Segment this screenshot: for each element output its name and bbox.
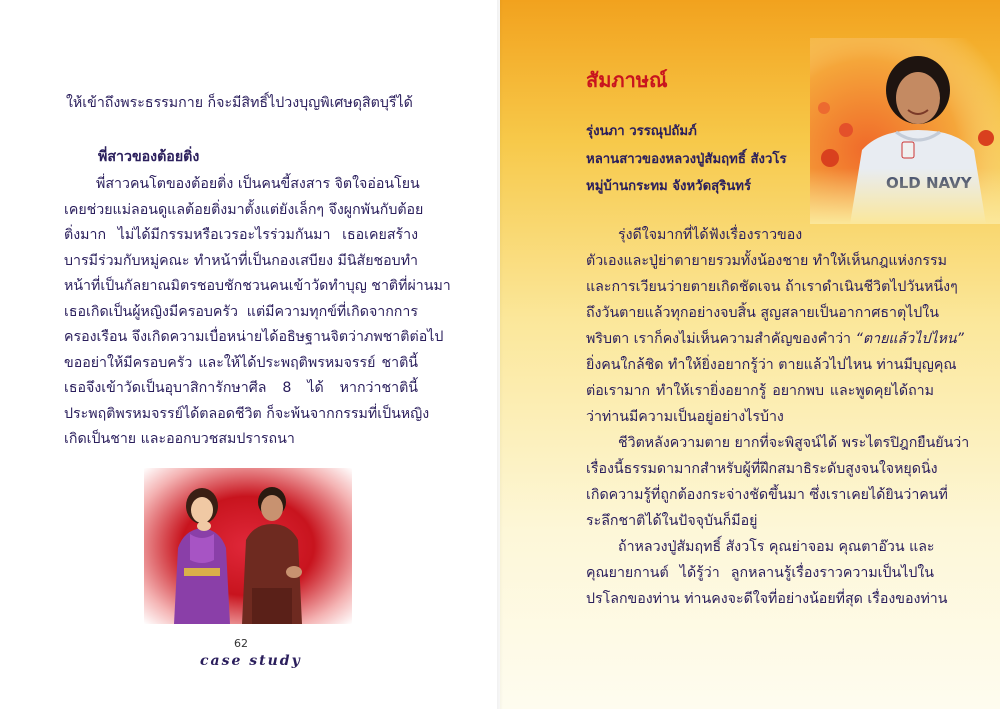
- left-body-line: หน้าที่เป็นกัลยาณมิตรชอบชักชวนคนเข้าวัดทำบุญ ชาติที่ผ่านมา: [64, 278, 451, 294]
- left-body-line: เคยช่วยแม่ลอนดูแลต้อยติ่งมาตั้งแต่ยังเล็กๆ จึงผูกพันกับต้อย: [64, 201, 424, 218]
- right-body-line: ปรโลกของท่าน ท่านคงจะดีใจที่อย่างน้อยที่สุด เรื่องของท่าน: [586, 591, 948, 607]
- right-body-line: เรื่องนี้ธรรมดามากสำหรับผู้ที่ฝึกสมาธิระดับสูงจนใจหยุดนิ่ง: [586, 461, 938, 477]
- interviewee-name: รุ่งนภา วรรณุปถัมภ์: [586, 124, 697, 139]
- section-subheading: พี่สาวของต้อยติ่ง: [98, 149, 200, 165]
- right-body-line: [586, 326, 964, 352]
- right-body-line: ถึงวันตายแล้วทุกอย่างจบสิ้น สูญสลายเป็นอากาศธาตุไปใน: [586, 305, 939, 321]
- girl-portrait-image: [810, 38, 1000, 224]
- right-body-line: รุ่งดีใจมากที่ได้ฟังเรื่องราวของ: [618, 227, 803, 243]
- interviewee-relation: หลานสาวของหลวงปู่สัมฤทธิ์ สังวโร: [586, 151, 787, 167]
- interviewee-location: หมู่บ้านกระทม จังหวัดสุรินทร์: [586, 179, 752, 194]
- left-body-line: ประพฤติพรหมจรรย์ได้ตลอดชีวิต ก็จะพ้นจากกรรมที่เป็นหญิง: [64, 405, 430, 422]
- left-first-line: ให้เข้าถึงพระธรรมกาย ก็จะมีสิทธิ์ไปวงบุญพิเศษดุสิตบุรีได้: [66, 95, 413, 111]
- right-body-line: ชีวิตหลังความตาย ยากที่จะพิสูจน์ได้ พระไตรปิฎกยืนยันว่า: [618, 435, 970, 451]
- left-body-line: เธอเกิดเป็นผู้หญิงมีครอบครัว แต่มีความทุกข์ที่เกิดจากการ: [64, 303, 418, 320]
- left-body-line: ครองเรือน จึงเกิดความเบื่อหน่ายได้อธิษฐานจิตว่าภพชาติต่อไป: [64, 329, 444, 345]
- right-body-line: ว่าท่านมีความเป็นอยู่อย่างไรบ้าง: [586, 409, 784, 425]
- right-body-line: คุณยายกานต์ ได้รู้ว่า ลูกหลานรู้เรื่องราวความเป็นไปใน: [586, 565, 934, 581]
- woman-and-man-illustration: [144, 468, 352, 624]
- story-illustration: [144, 468, 352, 624]
- page-number: 62: [234, 637, 248, 650]
- right-body-line: ระลึกชาติได้ในปัจจุบันก็มีอยู่: [586, 513, 758, 529]
- page-gutter: [497, 0, 503, 709]
- left-body-line: ขออย่าให้มีครอบครัว และให้ได้ประพฤติพรหมจรรย์ ชาตินี้: [64, 354, 418, 371]
- right-body-line-text: พริบตา เราก็คงไม่เห็นความสำคัญของคำว่า: [586, 331, 852, 347]
- right-body-line: ตัวเองและปู่ย่าตายายรวมทั้งน้องชาย ทำให้เห็นกฎแห่งกรรม: [586, 253, 947, 269]
- left-body-line: พี่สาวคนโตของต้อยติ่ง เป็นคนขี้สงสาร จิตใจอ่อนโยน: [96, 176, 420, 192]
- right-body-line: เกิดความรู้ที่ถูกต้องกระจ่างชัดขึ้นมา ซึ่งเราเคยได้ยินว่าคนที่: [586, 487, 948, 503]
- right-body-line: และการเวียนว่ายตายเกิดชัดเจน ถ้าเราดำเนินชีวิตไปวันหนึ่งๆ: [586, 279, 958, 295]
- interviewee-info: [586, 118, 787, 201]
- left-body-line: ติ่งมาก ไม่ได้มีกรรมหรือเวรอะไรร่วมกันมา เธอเคยสร้าง: [64, 227, 418, 243]
- right-body-line: ถ้าหลวงปู่สัมฤทธิ์ สังวโร คุณย่าจอม คุณตาอ๊วน และ: [618, 539, 935, 555]
- quoted-phrase: “ตายแล้วไปไหน”: [855, 331, 964, 347]
- right-body-text: [586, 222, 970, 612]
- left-body-text: [64, 172, 451, 453]
- left-body-line: บารมีร่วมกับหมู่คณะ ทำหน้าที่เป็นกองเสบียง มีนิสัยชอบทำ: [64, 252, 419, 269]
- left-body-line: เกิดเป็นชาย และออกบวชสมปรารถนา: [64, 431, 295, 447]
- footer-label: case study: [200, 653, 302, 669]
- right-body-line: ยิ่งคนใกล้ชิด ทำให้ยิ่งอยากรู้ว่า ตายแล้วไปไหน ท่านมีบุญคุณ: [586, 357, 957, 373]
- interviewee-photo: [810, 38, 1000, 224]
- page-title: สัมภาษณ์: [586, 68, 668, 92]
- right-body-line: ต่อเรามาก ทำให้เรายิ่งอยากรู้ อยากพบ และพูดคุยได้ถาม: [586, 383, 934, 399]
- left-body-line: เธอจึงเข้าวัดเป็นอุบาสิการักษาศีล 8 ได้ หากว่าชาตินี้: [64, 380, 418, 396]
